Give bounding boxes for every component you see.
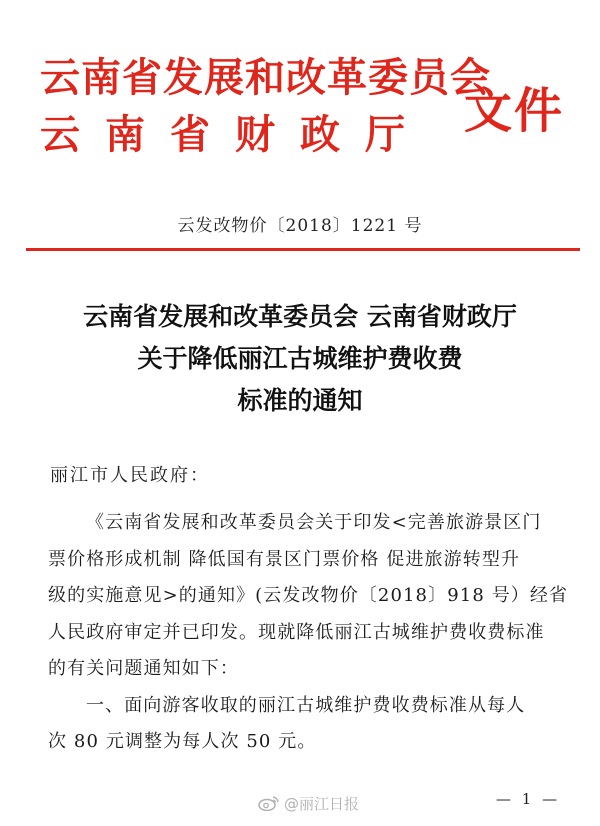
body-line: 级的实施意见>的通知》(云发改物价〔2018〕918 号）经省 [48, 585, 569, 606]
document-body [48, 505, 582, 761]
issuer-name-finance: 云南省财政厅 [40, 111, 430, 158]
document-number: 云发改物价〔2018〕1221 号 [177, 216, 423, 236]
weibo-watermark [258, 792, 359, 814]
body-line: 一、面向游客收取的丽江古城维护费收费标准从每人 [86, 694, 526, 716]
title-line: 关于降低丽江古城维护费收费 [137, 344, 463, 373]
watermark-text: @丽江日报 [284, 794, 360, 813]
red-divider [26, 248, 580, 251]
document-title [0, 296, 600, 422]
weibo-icon [258, 795, 280, 811]
title-line: 云南省发展和改革委员会 云南省财政厅 [83, 302, 517, 331]
body-line: 人民政府审定并已印发。现就降低丽江古城维护费收费标准 [48, 621, 545, 643]
issuer-name-ndrc: 云南省发展和改革委员会 [40, 54, 491, 101]
body-line: 的有关问题通知如下： [48, 658, 239, 679]
document-kind-label: 文件 [464, 83, 565, 139]
page-number: — 1 — [496, 790, 561, 808]
body-line: 《云南省发展和改革委员会关于印发<完善旅游景区门 [86, 512, 542, 533]
body-line: 票价格形成机制 降低国有景区门票价格 促进旅游转型升 [48, 548, 521, 570]
document-header [0, 0, 600, 200]
body-line: 次 80 元调整为每人次 50 元。 [48, 731, 317, 752]
title-line: 标准的通知 [237, 386, 363, 415]
salutation: 丽江市人民政府： [50, 465, 210, 486]
